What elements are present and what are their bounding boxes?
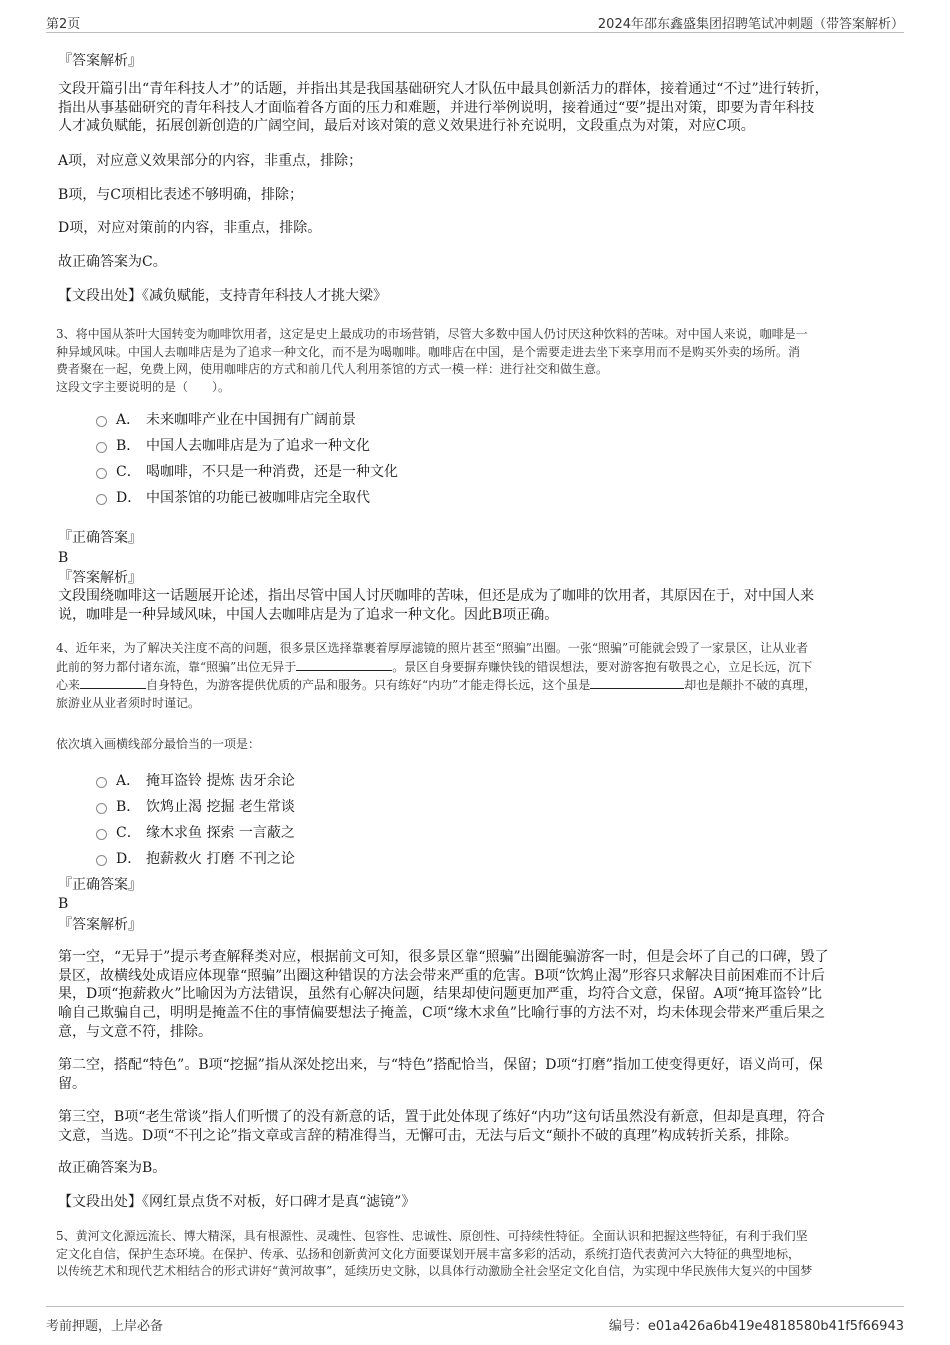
page-number: 第2页 xyxy=(46,17,81,32)
q4-conclusion: 故正确答案为B。 xyxy=(58,1160,167,1176)
text-line: 费者聚在一起，免费上网，使用咖啡店的方式和前几代人利用茶馆的方式一模一样：进行社交和做生意。 xyxy=(56,362,609,376)
text-line: 第一空，“无异于”提示考查解释类对应，根据前文可知，很多景区靠“照骗”出圈能骗游客一时，但是会坏了自己的口碑，毁了 xyxy=(58,949,829,965)
radio-icon[interactable] xyxy=(96,803,107,814)
q3-option-d[interactable]: D． 中国茶馆的功能已被咖啡店完全取代 xyxy=(96,484,398,510)
q2-analysis-label: 『答案解析』 xyxy=(58,53,142,69)
text-line: 这段文字主要说明的是（ ）。 xyxy=(56,379,231,394)
text-line: 以传统艺术和现代艺术相结合的形式讲好“黄河故事”，延续历史文脉，以具体行动激励全社会坚定文化自信，为实现中华民族伟大复兴的中国梦 xyxy=(56,1264,813,1278)
q4-answer: B xyxy=(58,896,69,912)
text-line: 第二空，搭配“特色”。B项“挖掘”指从深处挖出来，与“特色”搭配恰当，保留；D项“打磨”指加工使变得更好，语义尚可，保 xyxy=(58,1057,823,1073)
text-line: 说，咖啡是一种异域风味，中国人去咖啡店是为了追求一种文化。因此B项正确。 xyxy=(58,606,559,623)
q4-source: 【文段出处】《网红景点货不对板，好口碑才是真“滤镜”》 xyxy=(58,1194,416,1210)
q3-answer-label: 『正确答案』 xyxy=(58,530,142,546)
text-line: 文段开篇引出“青年科技人才”的话题，并指出其是我国基础研究人才队伍中最具创新活力的群体，接着通过“不过”进行转折， xyxy=(58,81,829,97)
q4-analysis-label: 『答案解析』 xyxy=(58,917,142,933)
q4-answer-label: 『正确答案』 xyxy=(58,877,142,893)
text-line: 果，D项“抱薪救火”比喻因为方法错误，虽然有心解决问题，结果却使问题更加严重，均符合文意，保留。A项“掩耳盗铃”比 xyxy=(58,986,822,1003)
q2-analysis xyxy=(58,80,898,136)
text-line: 旅游业从业者须时时谨记。 xyxy=(56,695,201,710)
text-line: 人才减负赋能，拓展创新创造的广阔空间，最后对该对策的意义效果进行补充说明，文段重点为对策，对应C项。 xyxy=(58,118,755,135)
q3-analysis-label: 『答案解析』 xyxy=(58,570,142,586)
text-line: 文意，当选。D项“不刊之论”指文章或言辞的精准得当，无懈可击，无法与后文“颠扑不破的真理”构成转折关系，排除。 xyxy=(58,1127,798,1144)
q5-stem xyxy=(56,1228,906,1281)
text-line: 种异域风味。中国人去咖啡店是为了追求一种文化，而不是为喝咖啡。咖啡店在中国，是个需要走进去坐下来享用而不是购买外卖的场所。消 xyxy=(56,344,801,359)
radio-icon[interactable] xyxy=(96,829,107,840)
q3-option-c[interactable]: C． 喝咖啡，不只是一种消费，还是一种文化 xyxy=(96,458,398,484)
q4-stem xyxy=(56,640,906,712)
text-line: 5、黄河文化源远流长、博大精深，具有根源性、灵魂性、包容性、忠诚性、原创性、可持续性特征。全面认识和把握这些特征，有利于我们坚 xyxy=(56,1229,808,1243)
q2-option-d-note: D项，对应对策前的内容，非重点，排除。 xyxy=(58,220,322,236)
text-line: 留。 xyxy=(58,1075,86,1092)
page-header xyxy=(46,8,904,33)
q4-prompt: 依次填入画横线部分最恰当的一项是： xyxy=(56,737,261,751)
q3-answer: B xyxy=(58,550,69,566)
q4-analysis-para1 xyxy=(58,948,898,1042)
text-line: 定文化自信，保护生态环境。在保护、传承、弘扬和创新黄河文化方面要谋划开展丰富多彩的活动，系统打造代表黄河六大特征的典型地标， xyxy=(56,1246,801,1261)
text-line: 4、近年来，为了解决关注度不高的问题，很多景区选择靠裹着厚厚滤镜的照片甚至“照骗”出圈。一张“照骗”可能就会毁了一家景区，让从业者 xyxy=(56,641,809,655)
q3-option-b[interactable]: B． 中国人去咖啡店是为了追求一种文化 xyxy=(96,432,398,458)
q4-analysis-para3 xyxy=(58,1108,898,1145)
q3-option-a[interactable]: A． 未来咖啡产业在中国拥有广阔前景 xyxy=(96,406,398,432)
text-line: 心来 自身特色，为游客提供优质的产品和服务。只有练好“内功”才能走得长远，这个虽是 却也是颠扑不破的真理， xyxy=(56,678,817,692)
radio-icon[interactable] xyxy=(96,442,107,453)
q4-analysis-para2 xyxy=(58,1056,898,1093)
blank-3 xyxy=(590,676,684,689)
q4-option-d[interactable]: D． 抱薪救火 打磨 不刊之论 xyxy=(96,845,295,871)
q2-source: 【文段出处】《减负赋能，支持青年科技人才挑大梁》 xyxy=(58,288,387,304)
blank-1 xyxy=(296,658,392,671)
q4-option-a[interactable]: A． 掩耳盗铃 提炼 齿牙余论 xyxy=(96,767,295,793)
q2-conclusion: 故正确答案为C。 xyxy=(58,254,167,270)
text-line: 第三空，B项“老生常谈”指人们听惯了的没有新意的话，置于此处体现了练好“内功”这句话虽然没有新意，但却是真理，符合 xyxy=(58,1109,825,1125)
radio-icon[interactable] xyxy=(96,777,107,788)
q4-option-b[interactable]: B． 饮鸩止渴 挖掘 老生常谈 xyxy=(96,793,295,819)
page-footer xyxy=(46,1306,904,1337)
text-line: 3、将中国从茶叶大国转变为咖啡饮用者，这定是史上最成功的市场营销，尽管大多数中国人仍讨厌这种饮料的苦味。对中国人来说，咖啡是一 xyxy=(56,327,808,341)
q3-analysis xyxy=(58,587,898,624)
text-line: 文段围绕咖啡这一话题展开论述，指出尽管中国人讨厌咖啡的苦味，但还是成为了咖啡的饮用者，其原因在于，对中国人来 xyxy=(58,588,814,604)
q3-stem xyxy=(56,326,906,396)
q2-option-a-note: A项，对应意义效果部分的内容，非重点，排除； xyxy=(58,153,363,169)
document-title: 2024年邵东鑫盛集团招聘笔试冲刺题（带答案解析） xyxy=(597,17,904,32)
document-code: 编号：e01a426a6b419e4818580b41f5f66943 xyxy=(608,1319,904,1334)
radio-icon[interactable] xyxy=(96,494,107,505)
text-line: 景区，故横线处成语应体现靠“照骗”出圈这种错误的方法会带来严重的危害。B项“饮鸩止渴”形容只求解决目前困难而不计后 xyxy=(58,967,825,984)
q4-options xyxy=(96,767,295,871)
text-line: 此前的努力都付诸东流，靠“照骗”出位无异于 。景区自身要摒弃赚快钱的错误想法，要对游客抱有敬畏之心，立足长远，沉下 xyxy=(56,659,813,674)
text-line: 意，与文意不符，排除。 xyxy=(58,1023,212,1040)
footer-slogan: 考前押题，上岸必备 xyxy=(46,1319,164,1334)
text-line: 指出从事基础研究的青年科技人才面临着各方面的压力和难题，并进行举例说明，接着通过“要”提出对策，即要为青年科技 xyxy=(58,99,815,116)
q2-option-b-note: B项，与C项相比表述不够明确，排除； xyxy=(58,187,303,203)
text-line: 喻自己欺骗自己，明明是掩盖不住的事情偏要想法子掩盖，C项“缘木求鱼”比喻行事的方法不对，均未体现会带来严重后果之 xyxy=(58,1005,826,1022)
radio-icon[interactable] xyxy=(96,855,107,866)
q3-options xyxy=(96,406,398,510)
radio-icon[interactable] xyxy=(96,468,107,479)
radio-icon[interactable] xyxy=(96,416,107,427)
q4-option-c[interactable]: C． 缘木求鱼 探索 一言蔽之 xyxy=(96,819,295,845)
blank-2 xyxy=(80,676,146,689)
